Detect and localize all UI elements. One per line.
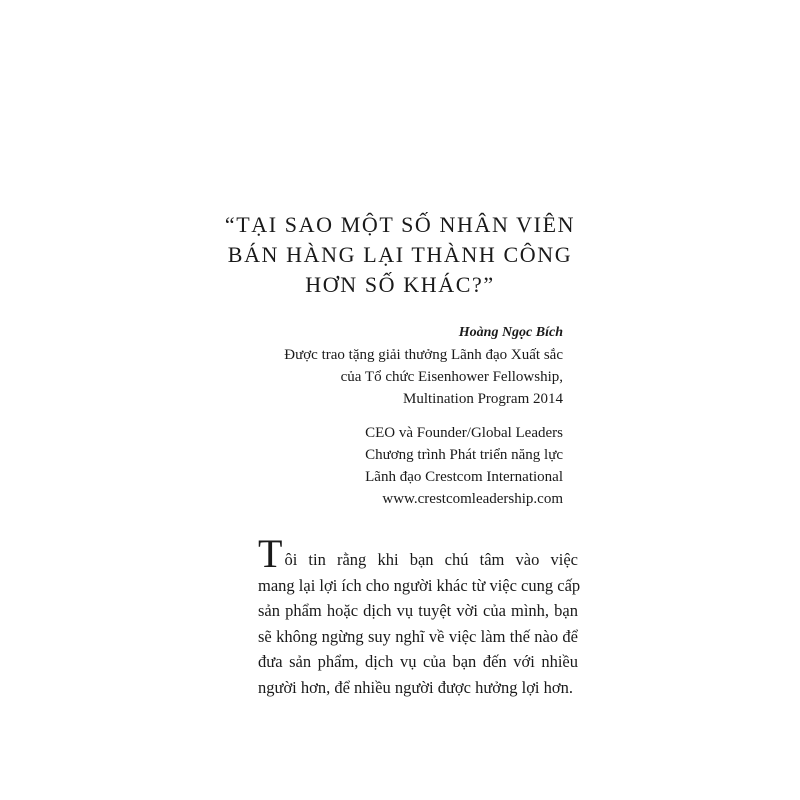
paragraph-line: mang lại lợi ích cho người khác từ việc cung cấp [258, 575, 581, 595]
role-line: Lãnh đạo Crestcom International [365, 469, 563, 485]
paragraph-line: sản phẩm hoặc dịch vụ tuyệt vời của mình, bạn [258, 601, 578, 621]
chapter-title [200, 210, 600, 300]
body-paragraph [258, 531, 581, 701]
award-line: của Tổ chức Eisenhower Fellowship, [340, 369, 563, 385]
role-line: CEO và Founder/Global Leaders [365, 425, 563, 441]
author-attribution [284, 322, 563, 510]
first-line-text: ôi tin rằng khi bạn chú tâm vào việc [284, 550, 578, 569]
role-line: Chương trình Phát triển năng lực [365, 447, 563, 463]
paragraph-line: sẽ không ngừng suy nghĩ về việc làm thế nào để [258, 626, 578, 646]
paragraph-line: người hơn, để nhiều người được hưởng lợi hơn. [258, 677, 573, 697]
title-line: HƠN SỐ KHÁC?” [305, 272, 495, 297]
author-name: Hoàng Ngọc Bích [458, 325, 563, 340]
spacer [284, 410, 563, 422]
award-line: Được trao tặng giải thưởng Lãnh đạo Xuất sắc [284, 347, 563, 363]
paragraph-line [258, 531, 578, 576]
website-line: www.crestcomleadership.com [382, 491, 563, 507]
award-line: Multination Program 2014 [403, 391, 563, 407]
paragraph-line: đưa sản phẩm, dịch vụ của bạn đến với nhiều [258, 652, 578, 672]
title-line: BÁN HÀNG LẠI THÀNH CÔNG [227, 242, 573, 267]
title-line: “TẠI SAO MỘT SỐ NHÂN VIÊN [224, 212, 576, 237]
drop-cap: T [258, 531, 283, 576]
